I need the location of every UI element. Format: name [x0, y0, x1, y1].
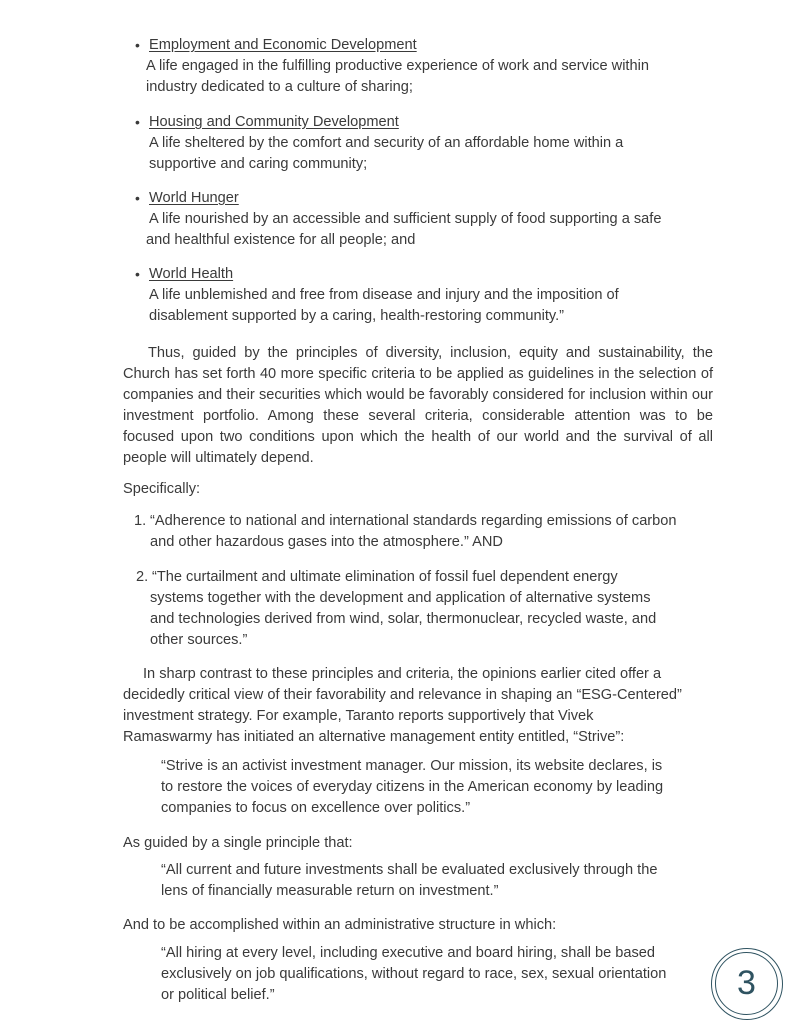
numbered-text-line: other sources.” [150, 632, 248, 648]
bullet-heading: Employment and Economic Development [149, 37, 417, 53]
bullet-text-line: industry dedicated to a culture of sharing; [146, 79, 413, 95]
section-intro: As guided by a single principle that: [123, 835, 353, 851]
bullet-dot: • [135, 266, 140, 282]
bullet-text-line: A life unblemished and free from disease and injury and the imposition of [149, 287, 619, 303]
item-number: 2. [136, 569, 149, 585]
body-paragraph: Thus, guided by the principles of diversity, inclusion, equity and sustainability, the Church has set forth 40 more specific criteria to be applied as guidelines in the selection of companies and their securities which would be favorably considered for inclusion within our investment portfolio. Among these several criteria, considerable attention was to be focused upon two conditions upon which the health of our world and the survival of all people will ultimately depend. [123, 345, 713, 466]
section-intro: Specifically: [123, 481, 201, 497]
bullet-dot: • [135, 190, 140, 206]
numbered-text-line: “The curtailment and ultimate elimination of fossil fuel dependent energy [152, 569, 618, 585]
bullet-heading: World Health [149, 266, 234, 282]
bullet-dot: • [135, 37, 140, 53]
quote-line: “All current and future investments shall be evaluated exclusively through the [161, 862, 658, 878]
quote-line: “Strive is an activist investment manager. Our mission, its website declares, is [161, 758, 663, 774]
paragraph-line: investment strategy. For example, Taranto reports supportively that Vivek [123, 708, 594, 724]
quote-line: companies to focus on excellence over politics.” [161, 800, 471, 816]
bullet-text-line: supportive and caring community; [149, 156, 368, 172]
bullet-text-line: A life engaged in the fulfilling productive experience of work and service within [146, 58, 649, 74]
bullet-text-line: disablement supported by a caring, health-restoring community.” [149, 308, 565, 324]
item-number: 1. [134, 513, 147, 529]
page-number: 3 [715, 952, 778, 1015]
numbered-text-line: and other hazardous gases into the atmosphere.” AND [150, 534, 503, 550]
page-number-badge [711, 948, 783, 1020]
bullet-text-line: A life sheltered by the comfort and security of an affordable home within a [149, 135, 624, 151]
quote-line: exclusively on job qualifications, without regard to race, sex, sexual orientation [161, 966, 667, 982]
quote-line: lens of financially measurable return on investment.” [161, 883, 499, 899]
paragraph-line: decidedly critical view of their favorability and relevance in shaping an “ESG-Centered” [123, 687, 682, 703]
quote-line: “All hiring at every level, including executive and board hiring, shall be based [161, 945, 656, 961]
paragraph-line: In sharp contrast to these principles and criteria, the opinions earlier cited offer a [143, 666, 662, 682]
quote-line: to restore the voices of everyday citizens in the American economy by leading [161, 779, 664, 795]
numbered-text-line: systems together with the development and application of alternative systems [150, 590, 651, 606]
paragraph-line: Ramaswarmy has initiated an alternative management entity entitled, “Strive”: [123, 729, 625, 745]
numbered-text-line: “Adherence to national and international standards regarding emissions of carbon [150, 513, 677, 529]
section-intro: And to be accomplished within an administrative structure in which: [123, 917, 557, 933]
bullet-text-line: and healthful existence for all people; and [146, 232, 416, 248]
bullet-dot: • [135, 114, 140, 130]
numbered-text-line: and technologies derived from wind, solar, thermonuclear, recycled waste, and [150, 611, 657, 627]
bullet-heading: Housing and Community Development [149, 114, 399, 130]
bullet-text-line: A life nourished by an accessible and sufficient supply of food supporting a safe [149, 211, 662, 227]
bullet-heading: World Hunger [149, 190, 239, 206]
quote-line: or political belief.” [161, 987, 275, 1003]
